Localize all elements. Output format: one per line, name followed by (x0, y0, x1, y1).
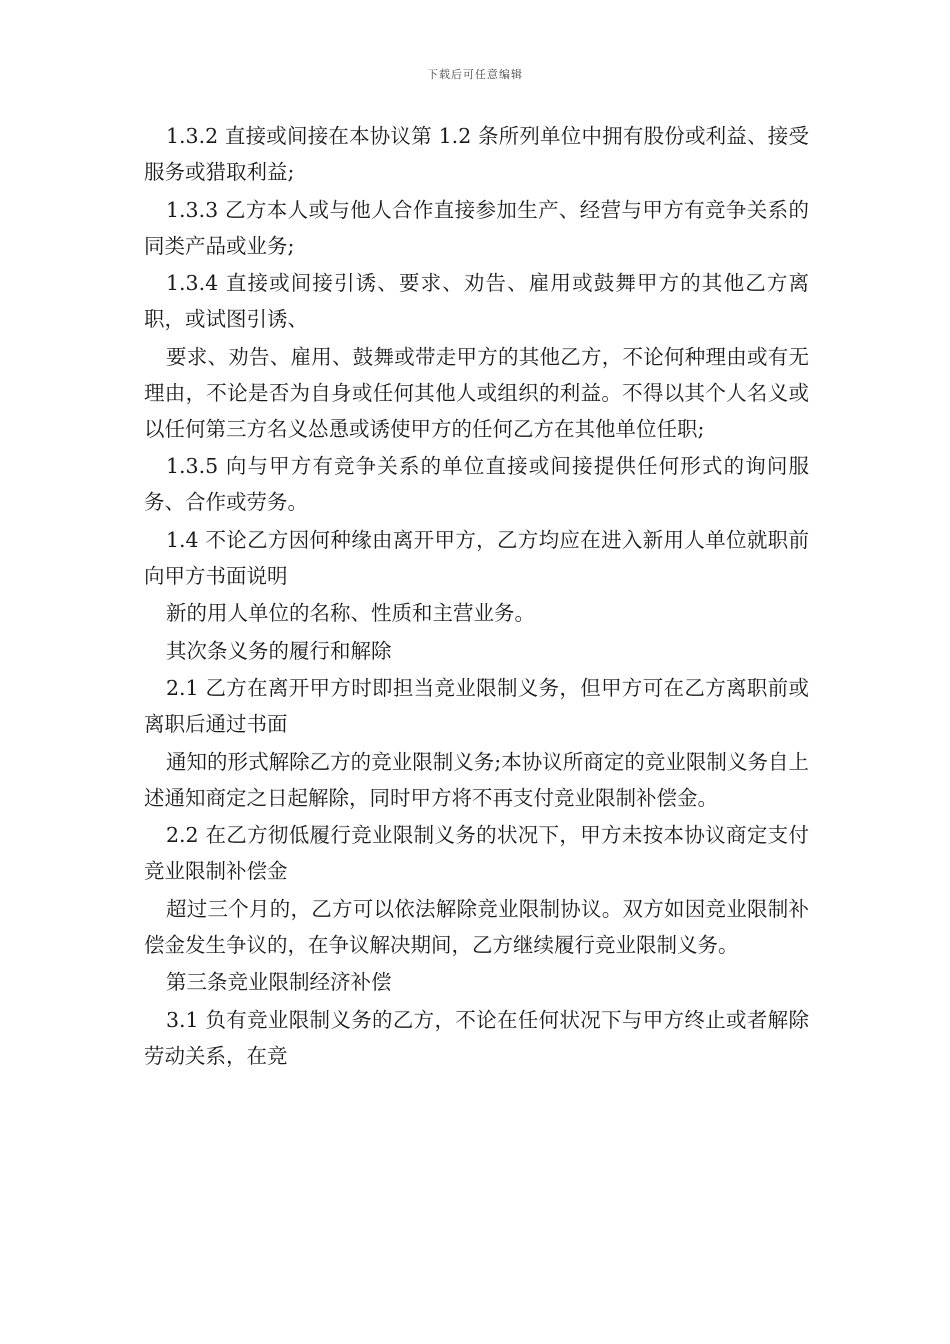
paragraph-1-3-4-continued: 要求、劝告、雇用、鼓舞或带走甲方的其他乙方，不论何种理由或有无理由，不论是否为自身或任何其他人或组织的利益。不得以其个人名义或以任何第三方名义怂恿或诱使甲方的任何乙方在其他单位任职; (144, 344, 809, 441)
paragraph-1-3-5: 1.3.5 向与甲方有竞争关系的单位直接或间接提供任何形式的询问服务、合作或劳务。 (144, 454, 809, 514)
document-body (144, 118, 809, 1075)
paragraph-2-1-continued: 通知的形式解除乙方的竞业限制义务;本协议所商定的竞业限制义务自上述通知商定之日起解除，同时甲方将不再支付竞业限制补偿金。 (144, 749, 809, 810)
paragraph-1-3-3: 1.3.3 乙方本人或与他人合作直接参加生产、经营与甲方有竞争关系的同类产品或业务; (144, 197, 809, 258)
paragraph-2-1: 2.1 乙方在离开甲方时即担当竞业限制义务，但甲方可在乙方离职前或离职后通过书面 (144, 676, 809, 736)
paragraph-2-2-continued: 超过三个月的，乙方可以依法解除竞业限制协议。双方如因竞业限制补偿金发生争议的，在争议解决期间，乙方继续履行竞业限制义务。 (144, 896, 809, 957)
paragraph-1-4-continued: 新的用人单位的名称、性质和主营业务。 (166, 601, 535, 625)
paragraph-3-1: 3.1 负有竞业限制义务的乙方，不论在任何状况下与甲方终止或者解除劳动关系，在竞 (144, 1007, 809, 1068)
paragraph-1-3-4: 1.3.4 直接或间接引诱、要求、劝告、雇用或鼓舞甲方的其他乙方离职，或试图引诱、 (144, 271, 809, 331)
paragraph-1-4: 1.4 不论乙方因何种缘由离开甲方，乙方均应在进入新用人单位就职前向甲方书面说明 (144, 527, 809, 588)
section-heading-2: 其次条义务的履行和解除 (166, 638, 392, 663)
paragraph-2-2: 2.2 在乙方彻低履行竞业限制义务的状况下，甲方未按本协议商定支付竞业限制补偿金 (144, 823, 809, 883)
paragraph-1-3-2: 1.3.2 直接或间接在本协议第 1.2 条所列单位中拥有股份或利益、接受服务或猎取利益; (144, 124, 809, 184)
section-heading-3: 第三条竞业限制经济补偿 (166, 970, 392, 994)
page-header-note: 下载后可任意编辑 (427, 68, 523, 81)
